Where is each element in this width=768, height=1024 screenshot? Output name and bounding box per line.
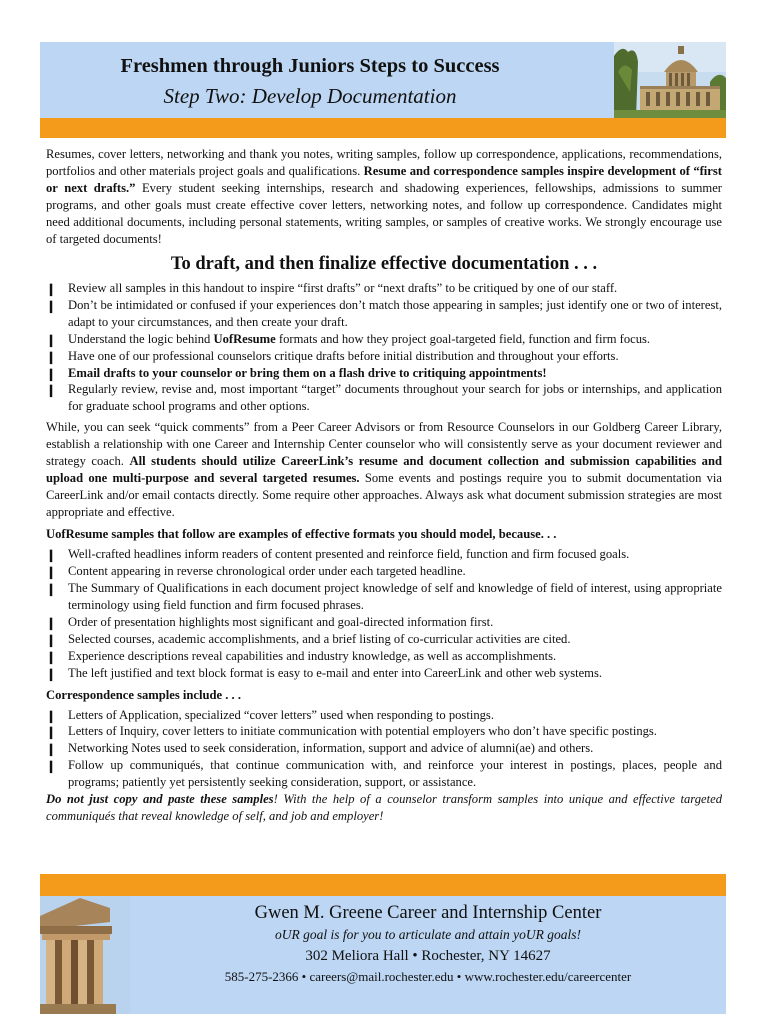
list-item-text: Selected courses, academic accomplishments, and a brief listing of co-curricular activities are cited. [68,631,571,646]
list-item-text: The Summary of Qualifications in each document project knowledge of self and knowledge of field of interest, using appropriate terminology using field function and firm focused phrases. [68,581,722,612]
list-item-text: Have one of our professional counselors critique drafts before initial distribution and throughout your efforts. [68,348,619,363]
list-item [46,365,722,382]
list-item [46,740,722,757]
page-subtitle: Step Two: Develop Documentation [163,84,457,108]
bullet-icon: ❙ [46,725,57,740]
list-item-bold: UofResume [213,331,276,346]
list-item-text: Letters of Application, specialized “cover letters” used when responding to postings. [68,707,494,722]
list-item-text: Regularly review, revise and, most important “target” documents throughout your search for jobs or internships, and application for graduate school programs and other options. [68,382,722,414]
center-address: 302 Meliora Hall • Rochester, NY 14627 [305,948,551,964]
list-item-text: Review all samples in this handout to inspire “first drafts” or “next drafts” to be critiqued by one of our staff. [68,281,618,295]
center-tagline: oUR goal is for you to articulate and attain yoUR goals! [275,927,581,942]
bullet-icon: ❙ [46,332,57,347]
list-item [46,631,722,648]
list-item [46,648,722,665]
closing-bold: Do not just copy and paste these samples [46,792,274,807]
center-name: Gwen M. Greene Career and Internship Center [254,903,602,923]
list-item [46,757,722,791]
list-item-text: Don’t be intimidated or confused if your experiences don’t match those appearing in samples; just identify one or two of interest, adapt to your circumstances, and then create your draft. [68,297,722,329]
list-item [46,331,722,348]
bullet-icon: ❙ [46,349,57,364]
intro-text-bold: Resume and correspondence samples inspire development of “first or next drafts.” [46,164,722,195]
list-item-text: Letters of Inquiry, cover letters to initiate communication with potential employers who don’t have specific postings. [68,724,657,739]
list-item-text: Order of presentation highlights most significant and goal-directed information first. [68,614,494,629]
list-item [46,563,722,580]
bullet-icon: ❙ [46,565,57,580]
middle-text-2: Some events and postings require you to submit documentation via CareerLink and/or email contacts directly. Some require other approaches. Always ask what document submission strategies are most appropriate and effective. [46,471,722,520]
list-item-text: Understand the logic behind [68,331,214,346]
list-item-text: Well-crafted headlines inform readers of content presented and reinforce field, function and firm focused goals. [68,547,630,562]
list-item [46,280,722,297]
main-content [46,146,722,825]
closing-text: ! With the help of a counselor transform samples into unique and effective targeted communiqués that reveal knowledge of self, and job and employer! [46,792,723,824]
bullet-icon: ❙ [46,615,57,630]
footer-orange-stripe [40,874,726,896]
bullet-icon: ❙ [46,282,57,296]
list-item-bold: Email drafts to your counselor or bring them on a flash drive to critiquing appointments! [68,365,547,380]
bullet-icon: ❙ [46,666,57,681]
correspondence-list [46,707,722,792]
footer-text-block [130,901,726,987]
bullet-icon: ❙ [46,632,57,647]
page-title: Freshmen through Juniors Steps to Success [120,55,500,77]
list-item [46,580,722,614]
list-item [46,614,722,631]
bullet-icon: ❙ [46,548,57,563]
intro-text-2: Every student seeking internships, research and shadowing experiences, fellowships, admissions to summer programs, and other goals must create effective cover letters, networking notes, and follow up correspondence. Candidates might need additional documents, including personal statements, writing samples, or samples of creative works. We strongly encourage use of targeted documents! [46,181,722,246]
list-item [46,723,722,740]
list-item [46,665,722,682]
header-orange-stripe [40,118,726,138]
uofresume-heading: UofResume samples that follow are examples of effective formats you should model, because. . . [46,527,557,542]
list-item [46,348,722,365]
middle-text-1: While, you can seek “quick comments” from a Peer Career Advisors or from Resource Counselors in our Goldberg Career Library, establish a relationship with one Career and Internship Center counselor who will consistently serve as your document reviewer and strategy coach. [46,420,722,469]
list-item-text: formats and how they project goal-targeted field, function and firm focus. [275,331,651,346]
bullet-icon: ❙ [46,366,57,381]
list-item-text: Experience descriptions reveal capabilities and industry knowledge, as well as accomplishments. [68,648,557,663]
bullet-icon: ❙ [46,742,57,757]
list-item-text: Follow up communiqués, that continue communication with, and reinforce your interest in postings, places, people and programs; patiently yet persistently seeking consideration, support, or assistance. [68,758,722,790]
intro-paragraph [46,146,722,248]
correspondence-heading: Correspondence samples include . . . [46,687,241,702]
bullet-icon: ❙ [46,759,57,774]
list-item-text: Content appearing in reverse chronological order under each targeted headline. [68,564,466,579]
bullet-icon: ❙ [46,298,57,313]
list-item [46,546,722,563]
list-item [46,707,722,724]
closing-paragraph [46,791,722,825]
list-item-text: The left justified and text block format is easy to e-mail and enter into CareerLink and other web systems. [68,665,603,680]
center-contact: 585-275-2366 • careers@mail.rochester.edu • www.rochester.edu/careercenter [224,969,632,984]
intro-text-1: Resumes, cover letters, networking and thank you notes, writing samples, follow up correspondence, applications, recommendations, portfolios and other materials project goals and qualifications. [46,147,722,178]
rush-rhees-library-dome-icon [614,42,726,118]
list-item [46,297,722,331]
bullet-icon: ❙ [46,582,57,597]
bullet-icon: ❙ [46,383,57,398]
middle-text-bold: All students should utilize CareerLink’s resume and document collection and submission capabilities and upload one multi-purpose and several targeted resumes. [46,454,722,486]
bullet-icon: ❙ [46,708,57,723]
list-item-text: Networking Notes used to seek consideration, information, support and advice of alumni(ae) and others. [68,741,594,756]
classical-columns-building-icon [40,896,130,1014]
middle-paragraph [46,419,722,521]
bullet-icon: ❙ [46,649,57,664]
draft-section-title: To draft, and then finalize effective documentation . . . [170,254,598,274]
list-item [46,381,722,415]
draft-list [46,280,722,415]
uofresume-list [46,546,722,681]
